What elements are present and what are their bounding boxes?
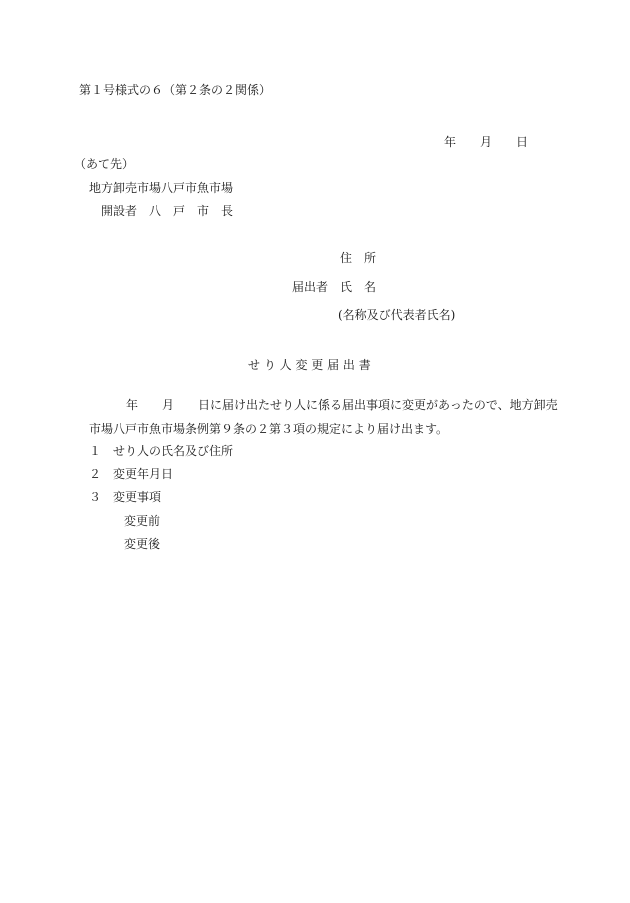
item-3: ３ 変更事項 — [89, 490, 162, 504]
item-3-before-label: 変更前 — [124, 514, 161, 528]
addressee-title: 開設者 八 戸 市 長 — [101, 204, 234, 218]
applicant-name-label: 届出者 氏 名 — [292, 280, 377, 294]
date-line: 年 月 日 — [444, 135, 529, 149]
item-1: １ せり人の氏名及び住所 — [89, 444, 234, 458]
body-text-line-1: 年 月 日に届け出たせり人に係る届出事項に変更があったので、地方卸売 — [126, 398, 558, 412]
addressee-organization: 地方卸売市場八戸市魚市場 — [89, 181, 234, 195]
applicant-address-label: 住 所 — [340, 251, 377, 265]
addressee-heading: （あて先） — [74, 157, 135, 171]
item-3-after-label: 変更後 — [124, 537, 161, 551]
document-title: せ り 人 変 更 届 出 書 — [248, 358, 371, 372]
form-number: 第１号様式の６（第２条の２関係） — [79, 83, 272, 97]
body-text-line-2: 市場八戸市魚市場条例第９条の２第３項の規定により届け出ます。 — [89, 422, 449, 436]
item-2: ２ 変更年月日 — [89, 467, 174, 481]
applicant-representative-label: (名称及び代表者氏名) — [338, 308, 456, 322]
